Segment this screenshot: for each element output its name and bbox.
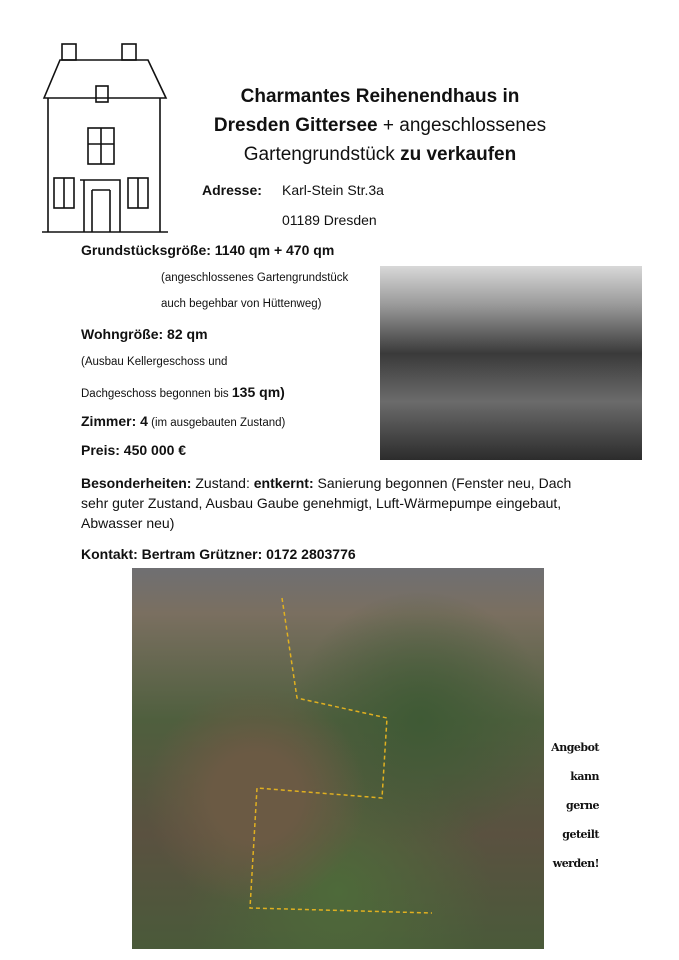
house-sketch-logo xyxy=(40,40,170,235)
living-note-text: Dachgeschoss begonnen bis xyxy=(81,388,232,400)
plot-note-1: (angeschlossenes Gartengrundstück xyxy=(161,272,349,284)
plot-size xyxy=(81,242,334,258)
rooms-note: (im ausgebauten Zustand) xyxy=(147,417,286,429)
plot-note-2: auch begehbar von Hüttenweg) xyxy=(161,298,322,310)
house-photo xyxy=(380,266,642,460)
living-size: Wohngröße: 82 qm xyxy=(81,326,208,342)
address-label: Adresse: xyxy=(202,182,262,198)
features xyxy=(81,473,581,533)
listing-title xyxy=(160,82,600,169)
title-line-3 xyxy=(160,140,600,169)
living-note-1: (Ausbau Kellergeschoss und xyxy=(81,356,228,368)
features-text: Zustand: xyxy=(191,475,254,491)
address-street: Karl-Stein Str.3a xyxy=(282,182,384,198)
note-line: werden! xyxy=(552,857,599,870)
title-line-2 xyxy=(160,111,600,140)
split-offer-note xyxy=(551,733,599,878)
title-line-1: Charmantes Reihenendhaus in xyxy=(240,86,520,107)
note-line: Angebot xyxy=(551,741,599,754)
contact: Kontakt: Bertram Grützner: 0172 2803776 xyxy=(81,546,356,562)
note-line: geteilt xyxy=(562,828,599,841)
title-sale: zu verkaufen xyxy=(400,144,517,165)
plot-boundary xyxy=(132,568,544,949)
plot-label: Grundstücksgröße: xyxy=(81,242,211,258)
address-city: 01189 Dresden xyxy=(282,212,377,228)
price: Preis: 450 000 € xyxy=(81,442,187,458)
living-note-2 xyxy=(81,384,285,400)
aerial-photo xyxy=(132,568,544,949)
note-line: kann xyxy=(570,770,599,783)
rooms xyxy=(81,413,285,429)
features-text: Sanierung begonnen (Fenster neu, Dach sehr guter Zustand, Ausbau Gaube genehmigt, Luft-Wärmepumpe eingebaut, Abwasser neu) xyxy=(81,475,572,531)
living-note-max: 135 qm) xyxy=(231,384,285,400)
title-location: Dresden Gittersee xyxy=(213,115,378,136)
title-text: + angeschlossenes xyxy=(377,115,547,136)
note-line: gerne xyxy=(566,799,599,812)
plot-value: 1140 qm + 470 qm xyxy=(210,242,335,258)
title-text: Gartengrundstück xyxy=(243,144,401,165)
rooms-label: Zimmer: 4 xyxy=(81,413,148,429)
features-label: Besonderheiten: xyxy=(81,475,192,491)
features-state: entkernt: xyxy=(253,475,314,491)
